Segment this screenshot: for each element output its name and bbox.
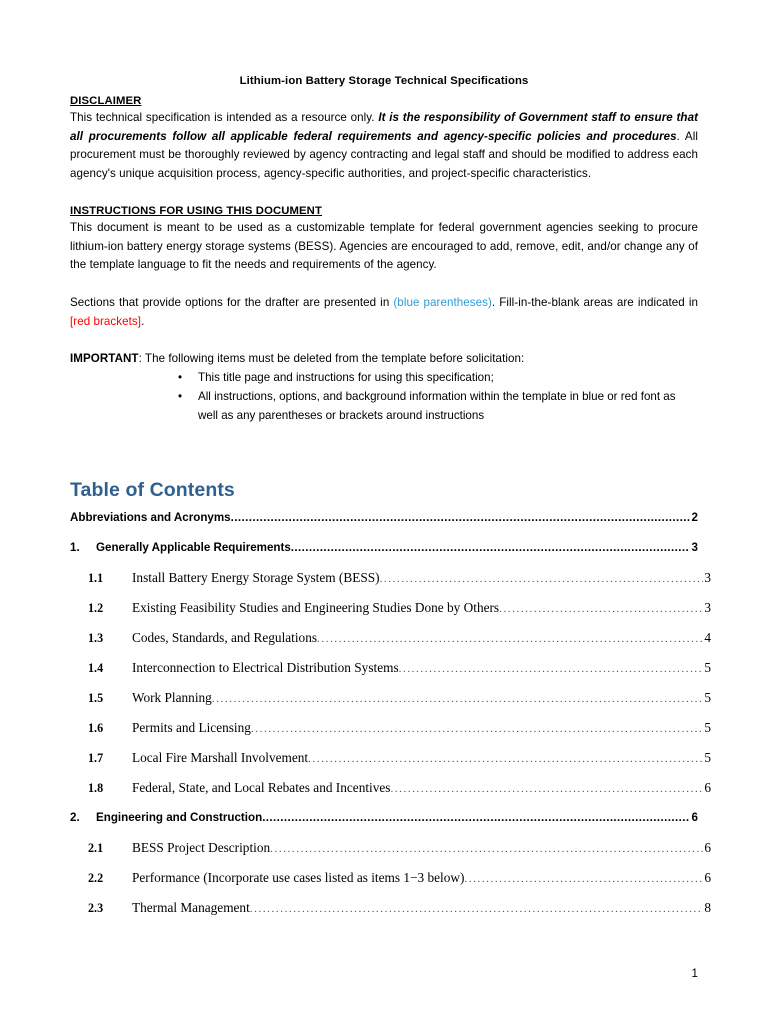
toc-entry-number: 1.1 [88, 570, 104, 585]
toc-entry[interactable] [70, 713, 716, 743]
toc-entry-number: 2.1 [88, 840, 104, 855]
toc-entry-page: 3 [704, 600, 711, 616]
toc-entry-number: 1.3 [88, 630, 104, 645]
toc-entry-number: 2. [70, 810, 80, 824]
toc-entry-page: 6 [704, 780, 711, 796]
toc-leader-dots [308, 751, 703, 765]
toc-entry-page: 5 [704, 660, 711, 676]
toc-entry-label: Interconnection to Electrical Distribution Systems [132, 660, 399, 676]
toc-leader-dots [250, 901, 703, 915]
options-lead-text: Sections that provide options for the drafter are presented in [70, 296, 394, 309]
disclaimer-heading: DISCLAIMER [70, 94, 142, 107]
toc-entry-label: Performance (Incorporate use cases listed as items 1−3 below) [132, 870, 465, 886]
page-content [70, 74, 711, 923]
toc-entry-label: Existing Feasibility Studies and Engineering Studies Done by Others [132, 600, 500, 616]
toc-leader-dots [291, 542, 690, 554]
toc-entry-number: 1.6 [88, 720, 104, 735]
disclaimer-tail-text: . All procurement must be thoroughly reviewed by agency contracting and legal staff and should be modified to address each agency's unique acquisition process, agency-specific authorities, and project-specific characteristics. [70, 129, 698, 181]
toc-entry[interactable] [70, 683, 716, 713]
toc-entry[interactable] [70, 623, 716, 653]
important-intro: : The following items must be deleted from the template before solicitation: [138, 352, 525, 366]
important-paragraph [70, 350, 698, 369]
toc-entry[interactable] [70, 503, 698, 533]
toc-entry-label: Work Planning [132, 690, 212, 706]
toc-entry-page: 5 [704, 720, 711, 736]
toc-entry-label: Abbreviations and Acronyms [70, 510, 231, 524]
toc-leader-dots [251, 721, 703, 735]
toc-entry-page: 6 [691, 810, 698, 824]
table-of-contents-heading: Table of Contents [70, 479, 235, 502]
toc-entry[interactable] [70, 833, 716, 863]
toc-entry[interactable] [70, 743, 716, 773]
list-item-label: All instructions, options, and background information within the template in blue or red font as well as any parentheses or brackets around instructions [198, 389, 676, 422]
disclaimer-emphasis-text: It is the responsibility of Government staff to ensure that all procurements follow all applicable federal requirements and agency-specific policies and procedures [70, 110, 698, 143]
toc-entry-label: Federal, State, and Local Rebates and Incentives [132, 780, 391, 796]
toc-entry[interactable] [70, 803, 698, 833]
options-paragraph [70, 294, 698, 331]
toc-entry-page: 5 [704, 750, 711, 766]
page-number: 1 [691, 967, 698, 980]
toc-entry-page: 3 [704, 570, 711, 586]
toc-entry-number: 2.3 [88, 900, 104, 915]
toc-entry-page: 3 [691, 540, 698, 554]
toc-entry-label: Local Fire Marshall Involvement [132, 750, 309, 766]
list-item-label: This title page and instructions for using this specification; [198, 371, 494, 385]
toc-entry-page: 4 [704, 630, 711, 646]
toc-entry-page: 2 [691, 510, 698, 524]
toc-leader-dots [499, 601, 703, 615]
toc-entry[interactable] [70, 533, 698, 563]
bullet-icon: • [178, 389, 183, 403]
toc-entry-label: Install Battery Energy Storage System (BESS) [132, 570, 380, 586]
red-brackets-text: [red brackets] [70, 314, 142, 328]
toc-entry-label: Permits and Licensing [132, 720, 251, 736]
toc-leader-dots [262, 812, 690, 824]
table-of-contents-list [70, 503, 711, 923]
toc-entry-number: 1.8 [88, 780, 104, 795]
list-item [70, 369, 698, 388]
toc-entry-number: 1.2 [88, 600, 104, 615]
toc-entry[interactable] [70, 653, 716, 683]
toc-leader-dots [390, 781, 703, 795]
options-mid-text: . Fill-in-the-blank areas are indicated in [491, 296, 698, 309]
toc-entry-label: Thermal Management [132, 900, 250, 916]
disclaimer-paragraph [70, 109, 698, 184]
toc-entry[interactable] [70, 773, 716, 803]
toc-entry-number: 1. [70, 540, 80, 554]
disclaimer-lead-text: This technical specification is intended as a resource only. [70, 110, 379, 124]
bullet-icon: • [178, 371, 183, 385]
toc-entry-number: 2.2 [88, 870, 104, 885]
instructions-heading: INSTRUCTIONS FOR USING THIS DOCUMENT [70, 204, 322, 217]
toc-entry-label: Generally Applicable Requirements [96, 540, 291, 554]
toc-entry-page: 6 [704, 840, 711, 856]
toc-entry-label: Codes, Standards, and Regulations [132, 630, 318, 646]
list-item [70, 388, 698, 425]
toc-entry-number: 1.4 [88, 660, 104, 675]
important-bullet-list [70, 369, 698, 425]
toc-leader-dots [212, 691, 703, 705]
toc-leader-dots [317, 631, 703, 645]
important-label: IMPORTANT [70, 352, 139, 366]
toc-entry-number: 1.5 [88, 690, 104, 705]
toc-leader-dots [399, 661, 703, 675]
toc-leader-dots [270, 841, 703, 855]
toc-entry-page: 8 [704, 900, 711, 916]
toc-entry-page: 5 [704, 690, 711, 706]
toc-entry[interactable] [70, 593, 716, 623]
toc-leader-dots [464, 871, 703, 885]
document-title: Lithium-ion Battery Storage Technical Specifications [239, 75, 529, 87]
toc-entry-label: BESS Project Description [132, 840, 271, 856]
instructions-paragraph: This document is meant to be used as a customizable template for federal government agencies seeking to procure lithium-ion battery energy storage systems (BESS). Agencies are encouraged to add, remove, edit, and/or change any of the template language to fit the needs and requirements of the agency. [70, 220, 698, 272]
toc-entry[interactable] [70, 863, 716, 893]
options-tail-text: . [141, 314, 145, 328]
blue-parentheses-text: (blue parentheses) [393, 296, 492, 309]
toc-entry[interactable] [70, 563, 716, 593]
toc-entry-number: 1.7 [88, 750, 104, 765]
toc-leader-dots [380, 571, 703, 585]
toc-entry-page: 6 [704, 870, 711, 886]
toc-entry-label: Engineering and Construction [96, 810, 263, 824]
toc-leader-dots [231, 512, 690, 524]
toc-entry[interactable] [70, 893, 716, 923]
